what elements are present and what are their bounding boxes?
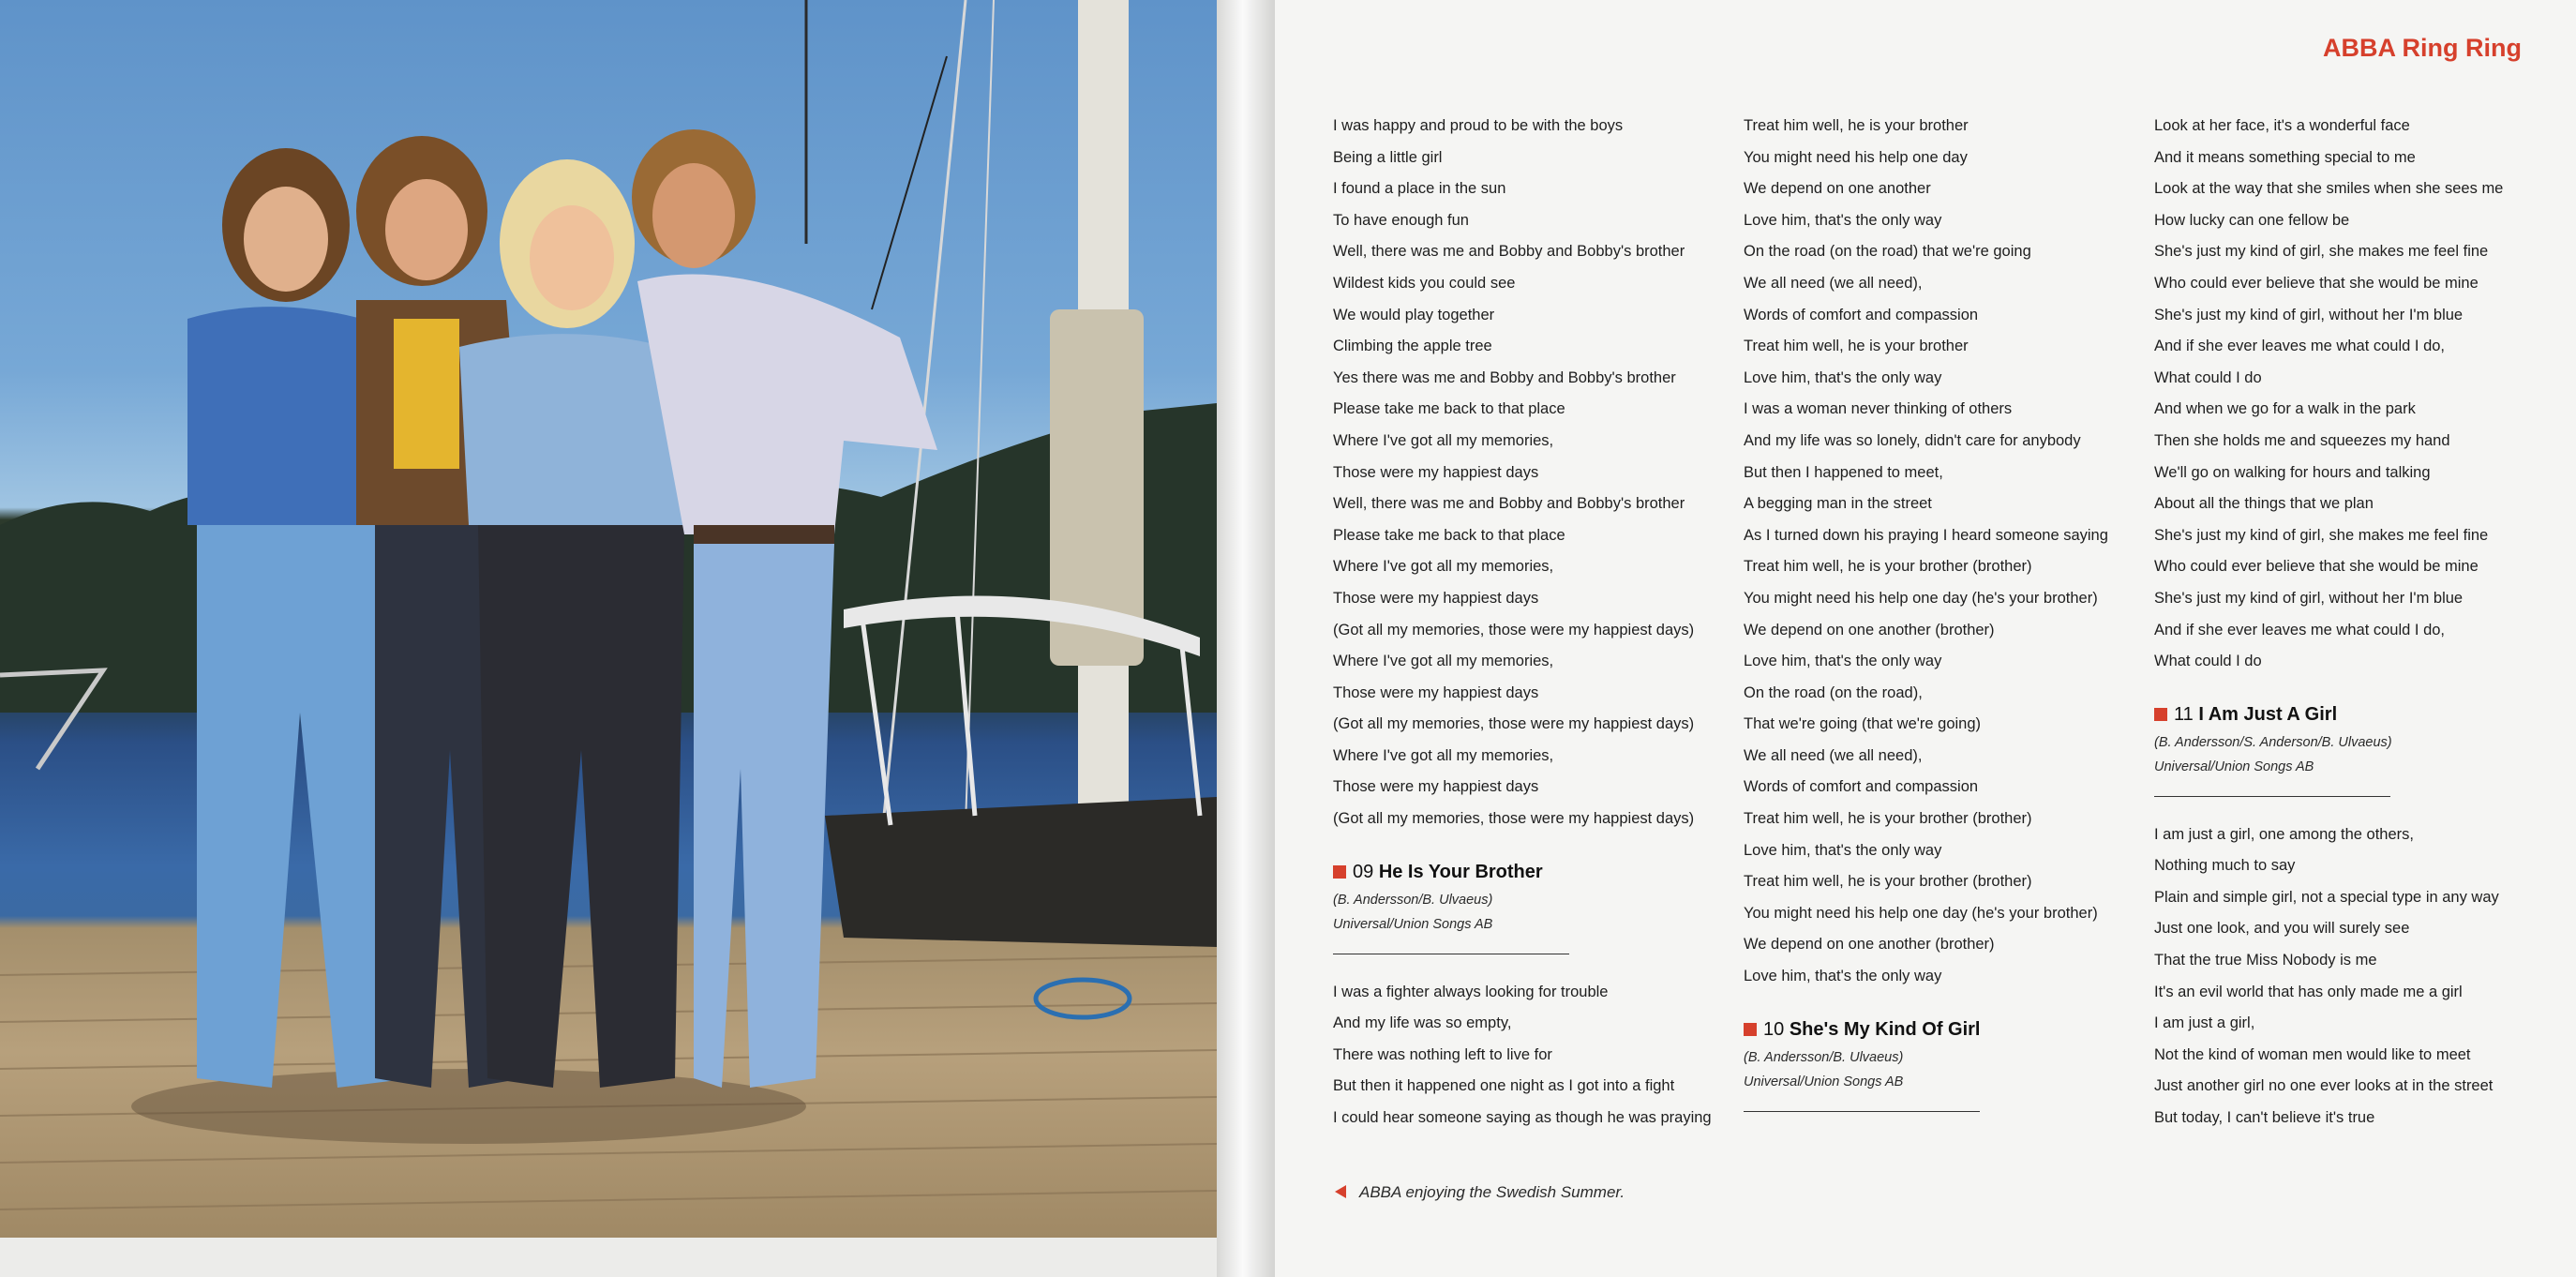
track-title: He Is Your Brother <box>1378 861 1543 882</box>
lyric-line: (Got all my memories, those were my happiest days) <box>1333 621 1695 638</box>
track-marker-icon <box>2154 708 2167 721</box>
lyric-line: Treat him well, he is your brother (brother) <box>1744 558 2032 576</box>
lyric-line: Where I've got all my memories, <box>1333 558 1554 576</box>
photo-bottom-margin <box>0 1238 1217 1277</box>
lyric-line: Those were my happiest days <box>1333 778 1539 796</box>
track-credit-publisher: Universal/Union Songs AB <box>1744 1074 1904 1089</box>
photo-caption-text: ABBA enjoying the Swedish Summer. <box>1359 1183 1625 1201</box>
lyric-line: Where I've got all my memories, <box>1333 431 1554 449</box>
arrow-left-icon <box>1335 1185 1346 1198</box>
track-marker-icon <box>1333 865 1346 879</box>
lyric-line: She's just my kind of girl, without her I'm blue <box>2154 589 2464 607</box>
lyric-line: Where I've got all my memories, <box>1333 746 1554 764</box>
lyric-line: Please take me back to that place <box>1333 400 1565 418</box>
lyrics-he-is-your-brother-prev <box>1333 111 1727 835</box>
lyric-line: What could I do <box>2154 368 2262 386</box>
band-photo <box>0 0 1217 1238</box>
lyrics-shes-my-kind-of-girl <box>2154 111 2548 678</box>
lyric-line: Look at the way that she smiles when she sees me <box>2154 180 2504 198</box>
lyric-line: (Got all my memories, those were my happiest days) <box>1333 810 1695 828</box>
lyric-line: But then I happened to meet, <box>1744 463 1943 481</box>
lyric-line: Just another girl no one ever looks at in the street <box>2154 1077 2494 1095</box>
lyric-line: Love him, that's the only way <box>1744 211 1942 229</box>
lyric-line: Well, there was me and Bobby and Bobby's brother <box>1333 243 1685 261</box>
lyric-line: I was a fighter always looking for trouble <box>1333 983 1609 1000</box>
lyric-line: She's just my kind of girl, without her I'm blue <box>2154 306 2464 323</box>
lyric-line: Please take me back to that place <box>1333 526 1565 544</box>
lyric-line: I was a woman never thinking of others <box>1744 400 2013 418</box>
track-credit-writers: (B. Andersson/S. Anderson/B. Ulvaeus) <box>2154 734 2392 750</box>
lyric-line: Nothing much to say <box>2154 857 2296 875</box>
lyric-line: And if she ever leaves me what could I do, <box>2154 621 2446 638</box>
lyric-line: We depend on one another (brother) <box>1744 621 1995 638</box>
lyric-line: It's an evil world that has only made me a girl <box>2154 983 2463 1000</box>
lyric-line: How lucky can one fellow be <box>2154 211 2350 229</box>
lyric-line: Those were my happiest days <box>1333 463 1539 481</box>
lyric-line: Treat him well, he is your brother <box>1744 117 1969 134</box>
divider <box>2154 796 2390 797</box>
lyric-line: I was happy and proud to be with the boys <box>1333 117 1624 134</box>
lyric-line: Love him, that's the only way <box>1744 841 1942 859</box>
lyric-line: We depend on one another <box>1744 180 1931 198</box>
lyric-line: And it means something special to me <box>2154 148 2416 166</box>
lyric-line: We all need (we all need), <box>1744 746 1923 764</box>
lyrics-he-is-your-brother-cont <box>1744 111 2137 993</box>
lyric-line: As I turned down his praying I heard someone saying <box>1744 526 2108 544</box>
lyrics-column-2 <box>1744 111 2137 1134</box>
lyric-line: But then it happened one night as I got into a fight <box>1333 1077 1675 1095</box>
track-number: 09 <box>1353 861 1374 882</box>
band-photo-illustration <box>0 0 1217 1238</box>
lyric-line: Those were my happiest days <box>1333 684 1539 701</box>
lyric-line: Look at her face, it's a wonderful face <box>2154 117 2410 134</box>
track-09-heading <box>1333 856 1727 954</box>
lyrics-i-am-just-a-girl <box>2154 819 2548 1134</box>
track-title: She's My Kind Of Girl <box>1789 1018 1981 1040</box>
lyrics-he-is-your-brother <box>1333 977 1727 1134</box>
lyric-line: Those were my happiest days <box>1333 589 1539 607</box>
lyric-line: Where I've got all my memories, <box>1333 653 1554 670</box>
lyric-line: On the road (on the road), <box>1744 684 1923 701</box>
lyric-line: I am just a girl, <box>2154 1014 2255 1032</box>
track-credit-publisher: Universal/Union Songs AB <box>2154 759 2314 774</box>
lyric-line: Plain and simple girl, not a special type in any way <box>2154 888 2499 906</box>
track-credit-publisher: Universal/Union Songs AB <box>1333 916 1493 932</box>
lyric-line: Being a little girl <box>1333 148 1443 166</box>
track-title: I Am Just A Girl <box>2198 703 2338 725</box>
track-marker-icon <box>1744 1023 1757 1036</box>
lyric-line: We would play together <box>1333 306 1495 323</box>
lyric-line: Climbing the apple tree <box>1333 338 1492 355</box>
lyric-line: But today, I can't believe it's true <box>2154 1109 2375 1127</box>
lyric-line: Treat him well, he is your brother <box>1744 338 1969 355</box>
lyric-line: Who could ever believe that she would be mine <box>2154 274 2479 292</box>
track-credit-writers: (B. Andersson/B. Ulvaeus) <box>1744 1049 1904 1065</box>
lyric-line: That we're going (that we're going) <box>1744 715 1982 733</box>
track-credit-writers: (B. Andersson/B. Ulvaeus) <box>1333 892 1493 908</box>
page-header: ABBA Ring Ring <box>2323 34 2522 62</box>
lyric-line: To have enough fun <box>1333 211 1469 229</box>
divider <box>1744 1111 1980 1112</box>
lyric-line: Treat him well, he is your brother (brother) <box>1744 873 2032 891</box>
lyric-line: I could hear someone saying as though he was praying <box>1333 1109 1712 1127</box>
track-10-heading <box>1744 1014 2137 1112</box>
lyric-line: Then she holds me and squeezes my hand <box>2154 431 2450 449</box>
lyric-line: I found a place in the sun <box>1333 180 1506 198</box>
lyric-line: And my life was so lonely, didn't care for anybody <box>1744 431 2081 449</box>
track-number: 10 <box>1763 1018 1785 1040</box>
lyric-line: And when we go for a walk in the park <box>2154 400 2416 418</box>
lyrics-column-3 <box>2154 111 2548 1134</box>
lyric-line: Treat him well, he is your brother (brother) <box>1744 810 2032 828</box>
lyric-line: Well, there was me and Bobby and Bobby's brother <box>1333 495 1685 513</box>
lyric-line: You might need his help one day (he's your brother) <box>1744 589 2098 607</box>
lyric-line: I am just a girl, one among the others, <box>2154 825 2414 843</box>
lyric-line: Words of comfort and compassion <box>1744 778 1979 796</box>
lyric-line: You might need his help one day <box>1744 148 1968 166</box>
lyric-line: Wildest kids you could see <box>1333 274 1516 292</box>
lyric-line: There was nothing left to live for <box>1333 1045 1552 1063</box>
track-11-heading <box>2154 699 2548 797</box>
lyric-line: That the true Miss Nobody is me <box>2154 952 2377 969</box>
lyric-line: A begging man in the street <box>1744 495 1932 513</box>
lyrics-column-1 <box>1333 111 1727 1134</box>
lyric-line: Yes there was me and Bobby and Bobby's brother <box>1333 368 1676 386</box>
lyric-line: Words of comfort and compassion <box>1744 306 1979 323</box>
lyric-line: She's just my kind of girl, she makes me feel fine <box>2154 243 2489 261</box>
lyric-line: We'll go on walking for hours and talking <box>2154 463 2431 481</box>
lyric-line: Just one look, and you will surely see <box>2154 920 2410 938</box>
lyric-line: Love him, that's the only way <box>1744 368 1942 386</box>
lyric-line: Who could ever believe that she would be mine <box>2154 558 2479 576</box>
photo-caption <box>1335 1183 1625 1202</box>
lyric-line: Not the kind of woman men would like to meet <box>2154 1045 2471 1063</box>
lyric-line: And my life was so empty, <box>1333 1014 1512 1032</box>
lyric-line: Love him, that's the only way <box>1744 968 1942 985</box>
booklet-gutter <box>1217 0 1275 1277</box>
lyric-line: We all need (we all need), <box>1744 274 1923 292</box>
lyric-line: And if she ever leaves me what could I do, <box>2154 338 2446 355</box>
lyric-line: (Got all my memories, those were my happiest days) <box>1333 715 1695 733</box>
track-number: 11 <box>2174 703 2194 725</box>
lyric-line: What could I do <box>2154 653 2262 670</box>
lyric-line: She's just my kind of girl, she makes me feel fine <box>2154 526 2489 544</box>
lyric-line: On the road (on the road) that we're going <box>1744 243 2031 261</box>
lyric-line: About all the things that we plan <box>2154 495 2374 513</box>
lyric-line: We depend on one another (brother) <box>1744 936 1995 954</box>
lyric-line: You might need his help one day (he's your brother) <box>1744 904 2098 922</box>
lyric-line: Love him, that's the only way <box>1744 653 1942 670</box>
